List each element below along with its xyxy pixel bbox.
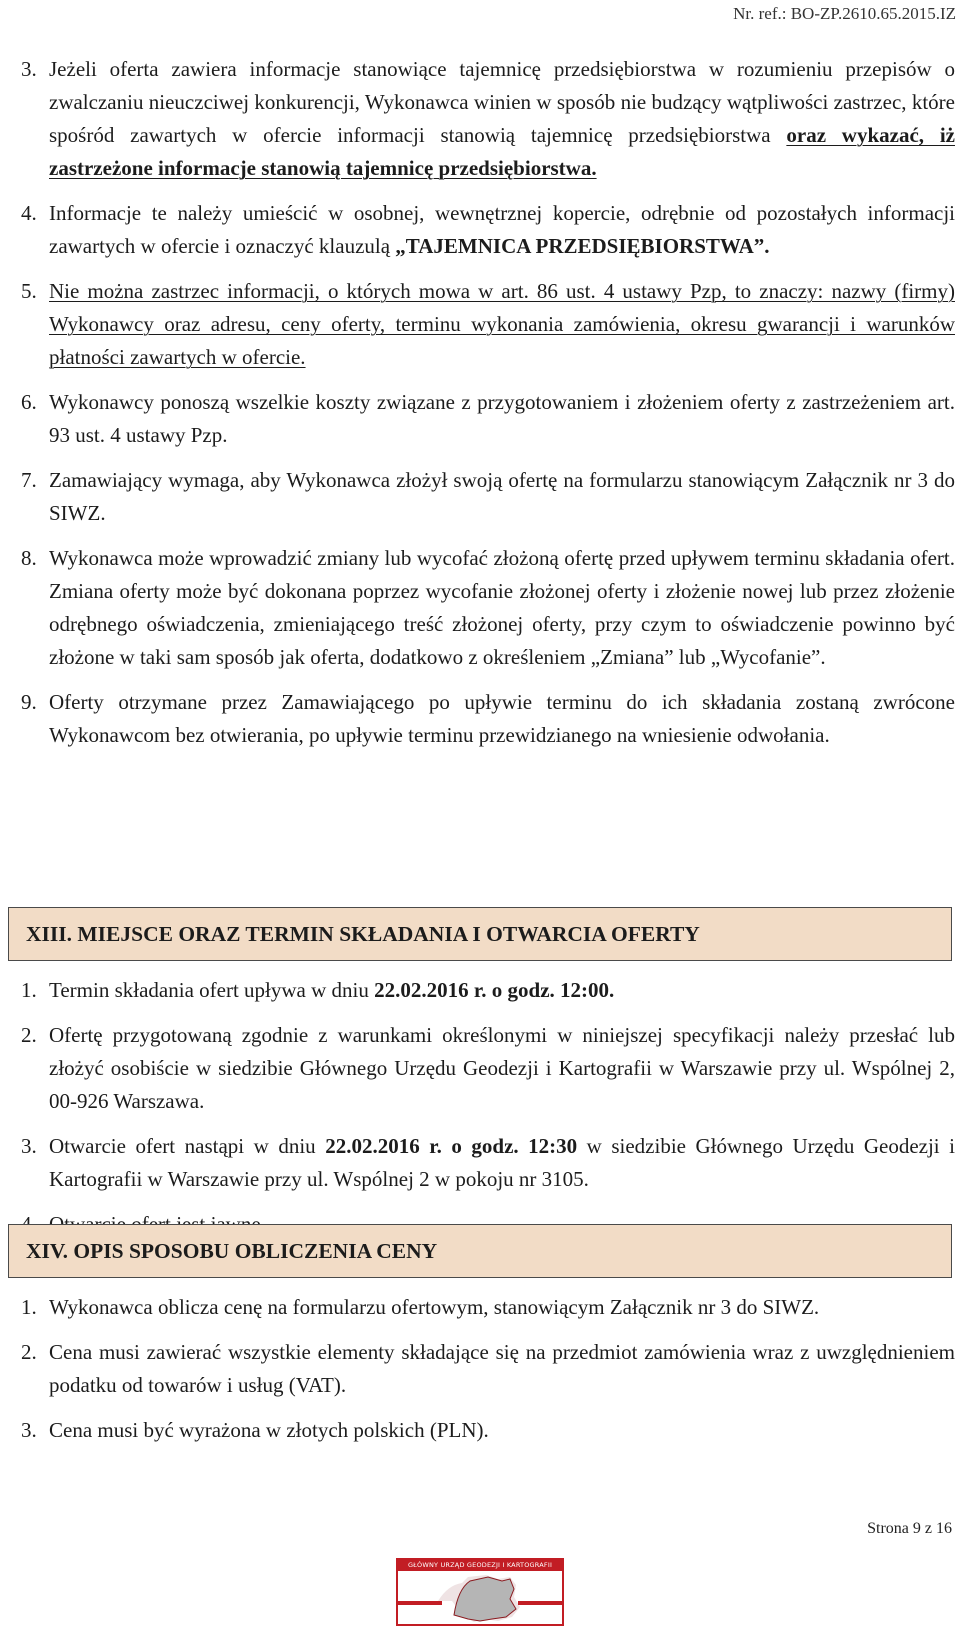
item-number: 1. xyxy=(21,978,37,1002)
list-top xyxy=(21,53,955,752)
list-item xyxy=(21,197,955,263)
list-section-xiv xyxy=(21,1291,955,1447)
item-number: 7. xyxy=(21,468,37,492)
document-reference: Nr. ref.: BO-ZP.2610.65.2015.IZ xyxy=(733,4,956,23)
page-number: Strona 9 z 16 xyxy=(867,1520,952,1537)
list-item xyxy=(21,53,955,185)
item-number: 9. xyxy=(21,690,37,714)
item-number: 3. xyxy=(21,1134,37,1158)
section-heading-xiv: XIV. OPIS SPOSOBU OBLICZENIA CENY xyxy=(8,1224,952,1278)
item-number: 3. xyxy=(21,57,37,81)
list-item xyxy=(21,542,955,674)
item-text: Zamawiający wymaga, aby Wykonawca złożył swoją ofertę na formularzu stanowiącym Załącznik nr 3 do SIWZ. xyxy=(49,468,955,525)
item-text: Cena musi zawierać wszystkie elementy składające się na przedmiot zamówienia wraz z uwzględnieniem podatku od towarów i usług (VAT). xyxy=(49,1340,955,1397)
item-text: Otwarcie ofert nastąpi w dniu xyxy=(49,1134,326,1158)
item-text: Oferty otrzymane przez Zamawiającego po upływie terminu do ich składania zostaną zwrócone Wykonawcom bez otwierania, po upływie terminu przewidzianego na wniesienie odwołania. xyxy=(49,690,955,747)
list-item xyxy=(21,974,955,1007)
list-section-xiii xyxy=(21,974,955,1241)
list-item xyxy=(21,1336,955,1402)
item-number: 2. xyxy=(21,1340,37,1364)
item-number: 5. xyxy=(21,279,37,303)
list-item xyxy=(21,1414,955,1447)
item-text-emphasis: „TAJEMNICA PRZEDSIĘBIORSTWA”. xyxy=(395,234,770,258)
item-text: Jeżeli oferta zawiera informacje stanowiące tajemnicę przedsiębiorstwa w rozumieniu przepisów o zwalczaniu nieuczciwej konkurencji, Wykonawca winien w sposób nie budzący wątpliwości zastrzec, które spośród zawartych w ofercie informacji stanowią tajemnicę przedsiębiorstwa xyxy=(49,57,955,147)
list-item xyxy=(21,1130,955,1196)
item-text: Termin składania ofert upływa w dniu xyxy=(49,978,375,1002)
list-item xyxy=(21,275,955,374)
list-item xyxy=(21,1019,955,1118)
item-number: 2. xyxy=(21,1023,37,1047)
item-number: 1. xyxy=(21,1295,37,1319)
item-number: 8. xyxy=(21,546,37,570)
item-text: Wykonawca może wprowadzić zmiany lub wycofać złożoną ofertę przed upływem terminu składania ofert. Zmiana oferty może być dokonana poprzez wycofanie złożonej oferty i złożenie nowej lub przez złożenie odrębnego oświadczenia, zmieniającego treść złożonej oferty, przy czym to oświadczenie powinno być złożone w taki sam sposób jak oferta, dodatkowo z określeniem „Zmiana” lub „Wycofanie”. xyxy=(49,546,955,669)
item-text: Cena musi być wyrażona w złotych polskich (PLN). xyxy=(49,1418,489,1442)
item-text: w siedzibie Głównego Urzędu Geodezji i Kartografii w Warszawie przy ul. Wspólnej 2 w pokoju nr 3105. xyxy=(49,1134,955,1191)
item-text: Informacje te należy umieścić w osobnej, wewnętrznej kopercie, odrębnie od pozostałych informacji zawartych w ofercie i oznaczyć klauzulą xyxy=(49,201,955,258)
gugik-logo xyxy=(396,1558,564,1626)
list-item xyxy=(21,1291,955,1324)
item-text: Ofertę przygotowaną zgodnie z warunkami określonymi w niniejszej specyfikacji należy przesłać lub złożyć osobiście w siedzibie Głównego Urzędu Geodezji i Kartografii w Warszawie przy ul. Wspólnej 2, 00-926 Warszawa. xyxy=(49,1023,955,1113)
list-item xyxy=(21,386,955,452)
logo-caption: GŁÓWNY URZĄD GEODEZJI I KARTOGRAFII xyxy=(398,1560,562,1571)
section-heading-xiii: XIII. MIEJSCE ORAZ TERMIN SKŁADANIA I OTWARCIA OFERTY xyxy=(8,907,952,961)
list-item xyxy=(21,464,955,530)
item-text: Wykonawcy ponoszą wszelkie koszty związane z przygotowaniem i złożeniem oferty z zastrzeżeniem art. 93 ust. 4 ustawy Pzp. xyxy=(49,390,955,447)
item-number: 3. xyxy=(21,1418,37,1442)
item-text: Wykonawca oblicza cenę na formularzu ofertowym, stanowiącym Załącznik nr 3 do SIWZ. xyxy=(49,1295,820,1319)
poland-map-icon xyxy=(398,1571,562,1624)
list-item xyxy=(21,686,955,752)
item-text: Nie można zastrzec informacji, o których mowa w art. 86 ust. 4 ustawy Pzp, to znaczy: nazwy (firmy) Wykonawcy oraz adresu, ceny oferty, terminu wykonania zamówienia, okresu gwarancji i warunków płatności zawartych w ofercie. xyxy=(49,279,955,369)
item-number: 4. xyxy=(21,201,37,225)
item-text-emphasis: oraz wykazać, iż zastrzeżone informacje stanowią tajemnicę przedsiębiorstwa. xyxy=(49,123,955,180)
item-text-emphasis: 22.02.2016 r. o godz. 12:00. xyxy=(374,978,615,1002)
item-number: 6. xyxy=(21,390,37,414)
item-text-emphasis: 22.02.2016 r. o godz. 12:30 xyxy=(325,1134,578,1158)
